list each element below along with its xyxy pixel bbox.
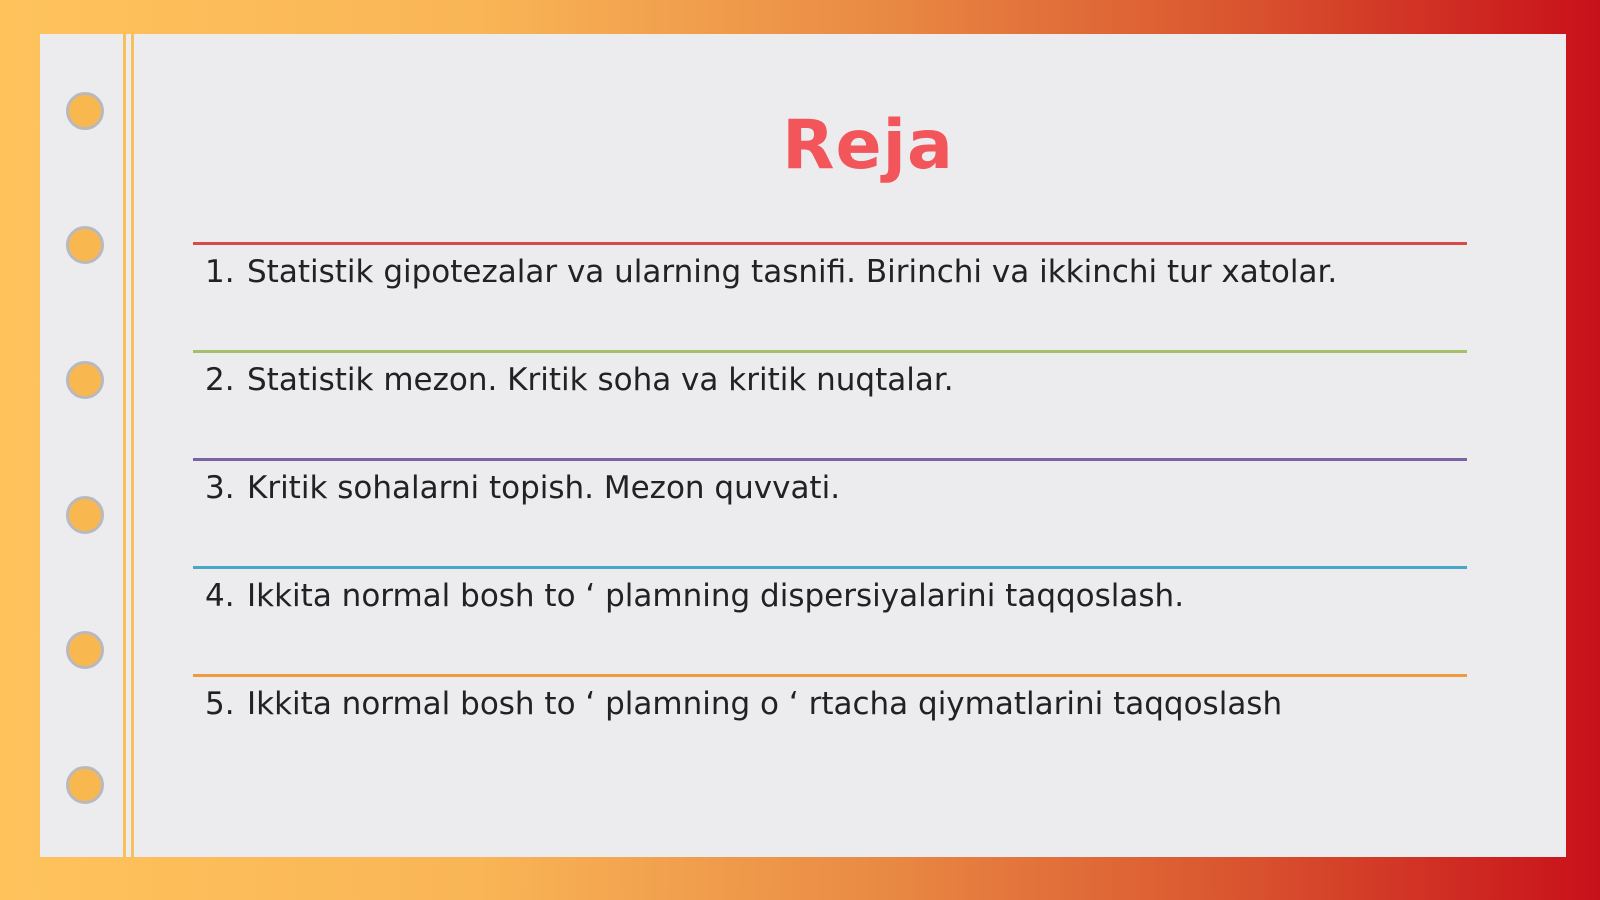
binder-hole-icon xyxy=(66,226,104,264)
item-number: 2. xyxy=(205,362,235,398)
item-text: Ikkita normal bosh to ʻ plamning dispersiyalarini taqqoslash. xyxy=(247,578,1185,614)
item-number: 4. xyxy=(205,578,235,614)
binder-hole-icon xyxy=(66,361,104,399)
item-text: Statistik gipotezalar va ularning tasnifi. Birinchi va ikkinchi tur xatolar. xyxy=(247,254,1338,290)
binder-hole-icon xyxy=(66,631,104,669)
item-divider xyxy=(193,242,1467,245)
list-item xyxy=(205,362,1455,398)
page-title: Reja xyxy=(782,106,954,185)
list-item xyxy=(205,578,1455,614)
list-item xyxy=(205,686,1455,722)
list-item xyxy=(205,470,1455,506)
item-text: Ikkita normal bosh to ʻ plamning o ʻ rtacha qiymatlarini taqqoslash xyxy=(247,686,1283,722)
item-number: 3. xyxy=(205,470,235,506)
item-number: 5. xyxy=(205,686,235,722)
notebook-page xyxy=(40,34,1566,857)
item-text: Kritik sohalarni topish. Mezon quvvati. xyxy=(247,470,841,506)
binder-hole-icon xyxy=(66,766,104,804)
item-divider xyxy=(193,458,1467,461)
item-number: 1. xyxy=(205,254,235,290)
item-divider xyxy=(193,674,1467,677)
item-divider xyxy=(193,350,1467,353)
item-divider xyxy=(193,566,1467,569)
list-item xyxy=(205,254,1455,290)
item-text: Statistik mezon. Kritik soha va kritik nuqtalar. xyxy=(247,362,954,398)
binder-hole-icon xyxy=(66,496,104,534)
